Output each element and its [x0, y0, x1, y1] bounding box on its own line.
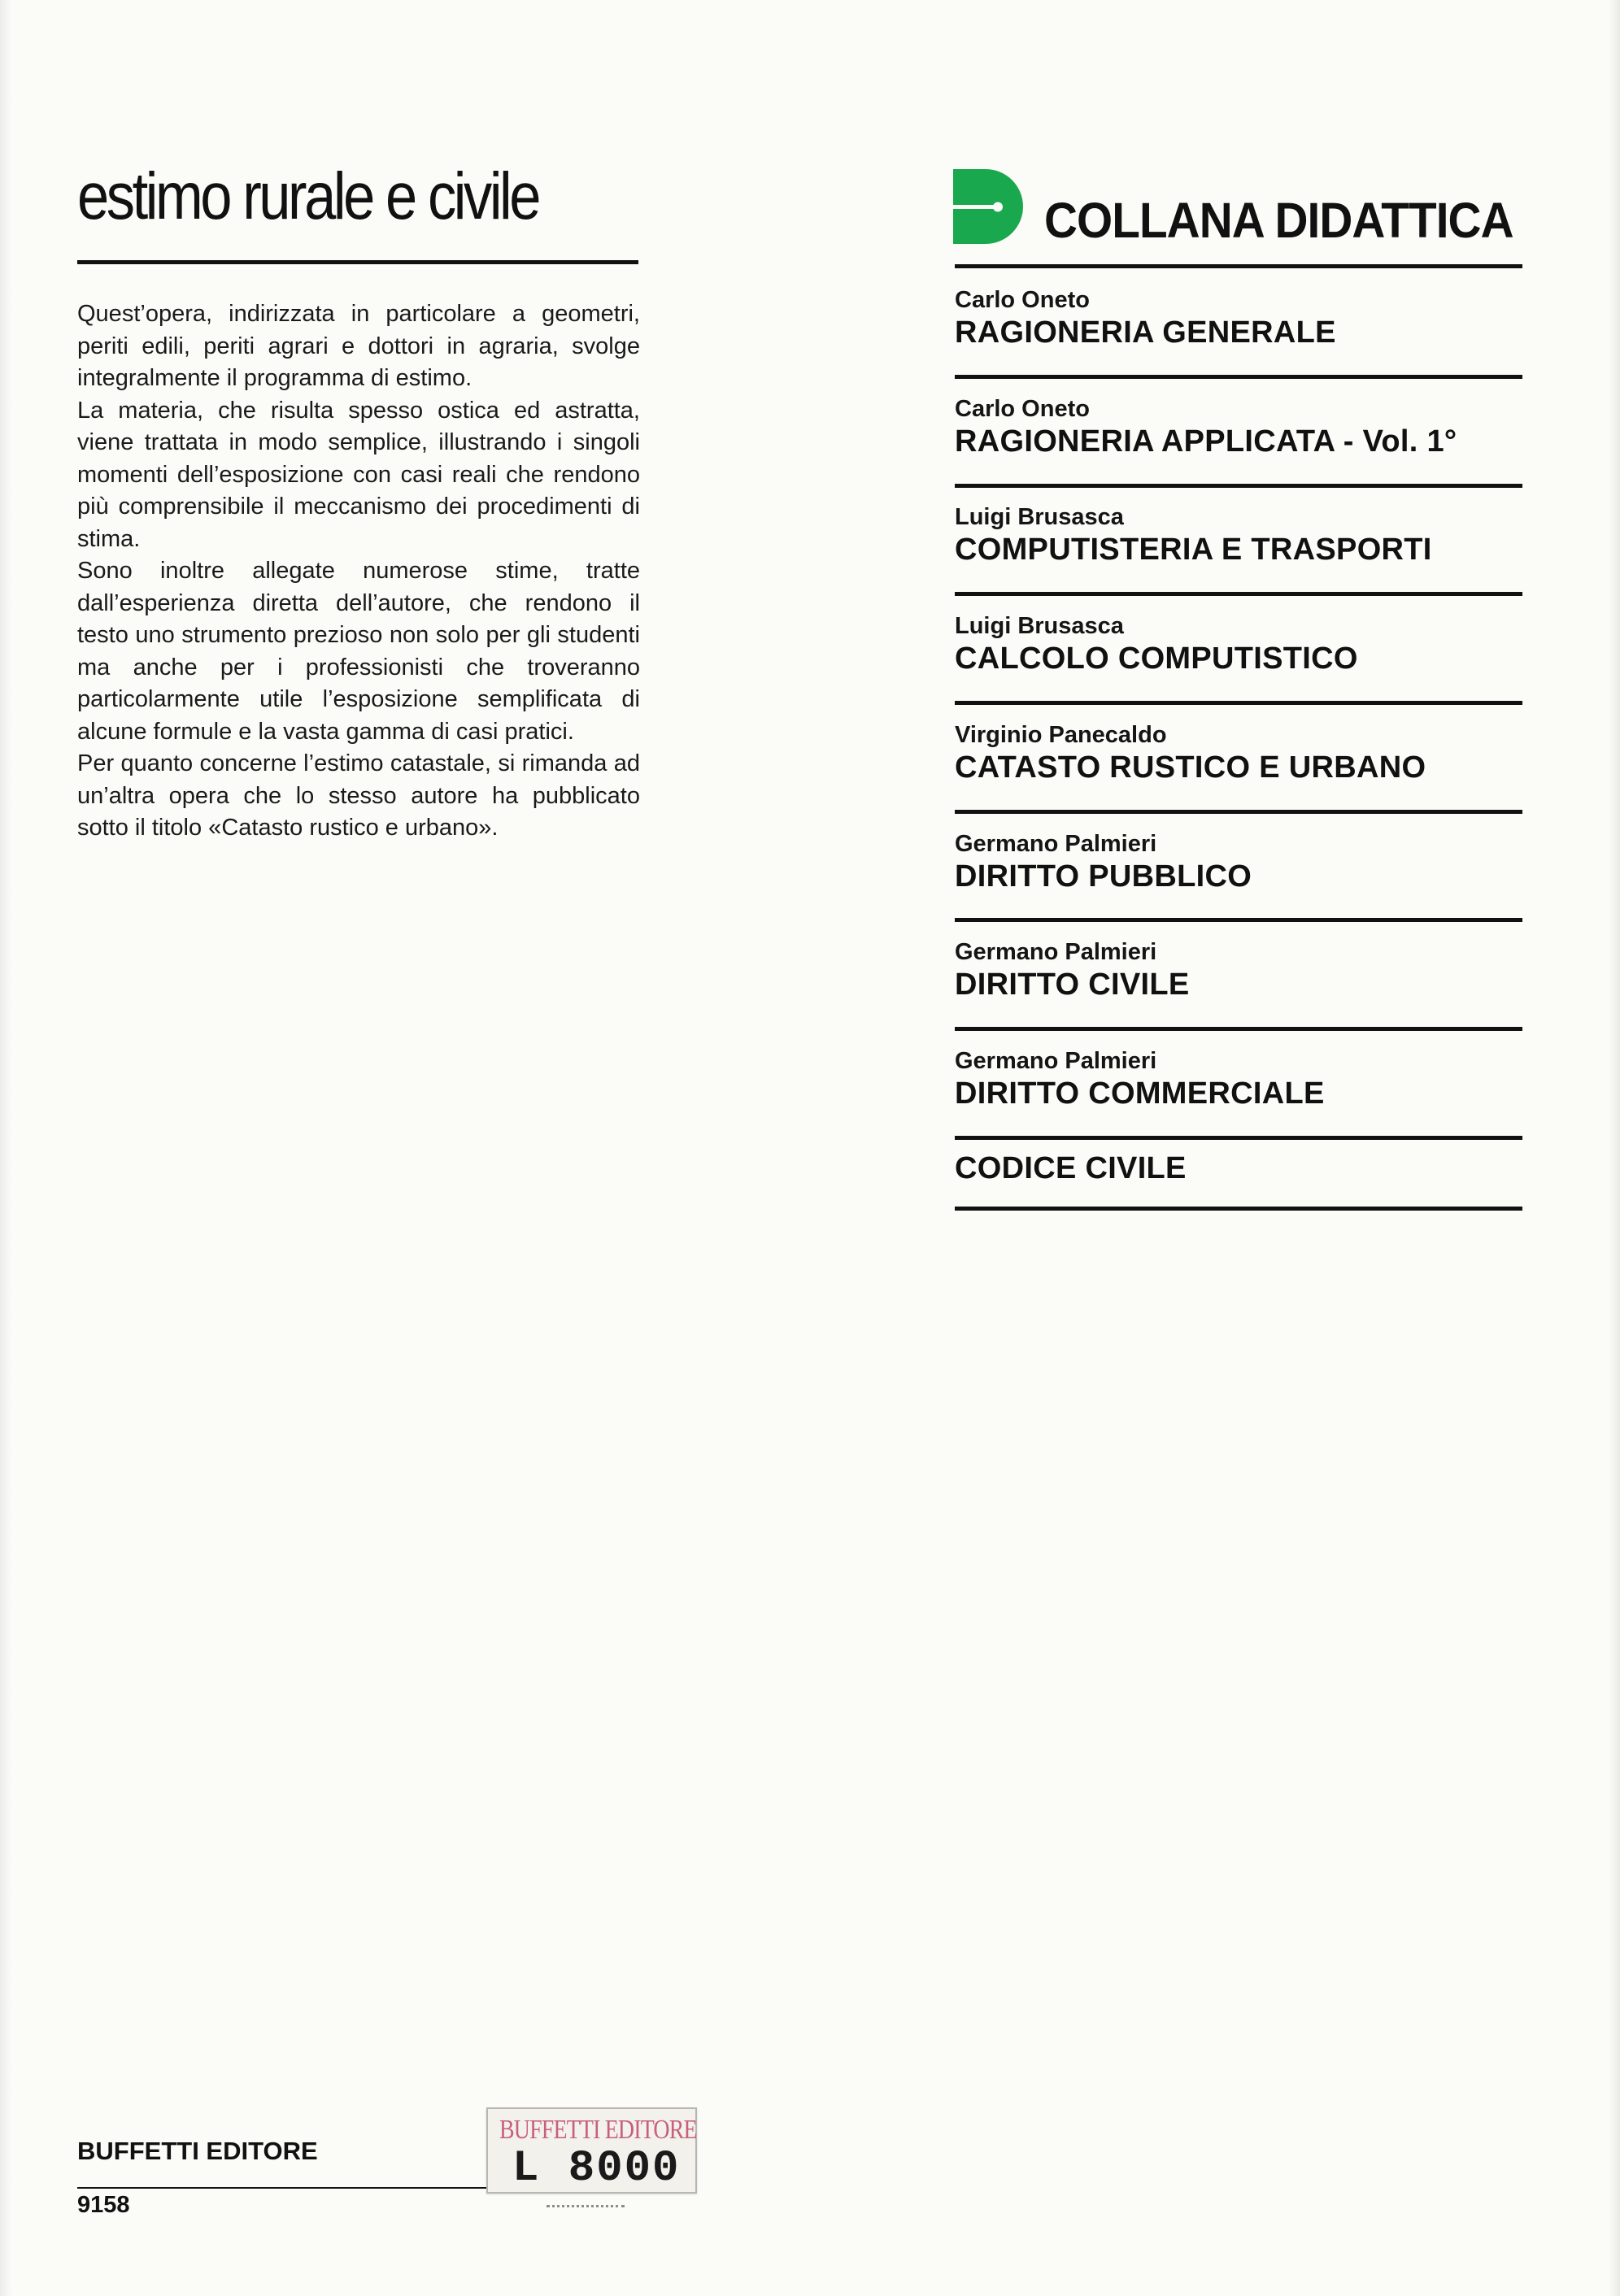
price-sticker	[486, 2107, 697, 2194]
book-name: RAGIONERIA GENERALE	[955, 315, 1336, 350]
sticker-residue	[547, 2198, 625, 2207]
description-paragraph: La materia, che risulta spesso ostica ed astratta, viene trattata in modo semplice, illustrando i singoli momenti dell’esposizione con casi reali che rendono più comprensibile il meccanismo dei procedimenti di stima.	[77, 397, 640, 552]
book-name: DIRITTO PUBBLICO	[955, 859, 1252, 894]
description-paragraph: Per quanto concerne l’estimo catastale, si rimanda ad un’altra opera che lo stesso autore ha pubblicato sotto il titolo «Catasto rustico e urbano».	[77, 750, 640, 841]
collana-logo-icon	[953, 169, 1030, 244]
book-author: Germano Palmieri	[955, 1048, 1157, 1074]
series-book-item	[955, 721, 1540, 786]
book-author: Carlo Oneto	[955, 396, 1090, 422]
sticker-price: L 8000	[512, 2144, 681, 2194]
catalog-code: 9158	[77, 2192, 130, 2218]
series-divider	[955, 592, 1522, 596]
series-divider	[955, 701, 1522, 705]
description-paragraph: Sono inoltre allegate numerose stime, tratte dall’esperienza diretta dell’autore, che rendono il testo uno strumento prezioso non solo per gli studenti ma anche per i professionisti che troveranno particolarmente utile l’esposizione semplificata di alcune formule e la vasta gamma di casi pratici.	[77, 558, 640, 745]
series-book-item	[955, 1047, 1540, 1112]
series-title: COLLANA DIDATTICA	[1044, 193, 1513, 248]
description-paragraph: Quest’opera, indirizzata in particolare a geometri, periti edili, periti agrari e dottori in agraria, svolge integralmente il programma di estimo.	[77, 301, 640, 391]
book-author: Germano Palmieri	[955, 939, 1157, 965]
series-book-item	[955, 1150, 1540, 1187]
title-divider	[77, 260, 638, 264]
book-author: Germano Palmieri	[955, 831, 1157, 857]
book-author: Virginio Panecaldo	[955, 722, 1167, 748]
series-divider	[955, 264, 1522, 268]
book-description	[77, 298, 640, 845]
book-name: CATASTO RUSTICO E URBANO	[955, 750, 1426, 785]
book-author: Carlo Oneto	[955, 287, 1090, 313]
series-book-item	[955, 612, 1540, 677]
book-author: Luigi Brusasca	[955, 613, 1124, 639]
book-name: DIRITTO CIVILE	[955, 968, 1190, 1002]
series-divider	[955, 484, 1522, 488]
book-name: CODICE CIVILE	[955, 1151, 1187, 1185]
series-divider	[955, 1136, 1522, 1140]
book-author: Luigi Brusasca	[955, 504, 1124, 530]
book-name: CALCOLO COMPUTISTICO	[955, 641, 1358, 676]
series-divider	[955, 1207, 1522, 1211]
series-divider	[955, 1027, 1522, 1031]
book-title: estimo rurale e civile	[77, 159, 539, 233]
book-name: RAGIONERIA APPLICATA - Vol. 1°	[955, 424, 1457, 459]
book-name: COMPUTISTERIA E TRASPORTI	[955, 533, 1432, 567]
series-divider	[955, 918, 1522, 922]
series-book-item	[955, 503, 1540, 568]
series-divider	[955, 375, 1522, 379]
book-name: DIRITTO COMMERCIALE	[955, 1076, 1325, 1111]
series-book-item	[955, 938, 1540, 1003]
publisher-name: BUFFETTI EDITORE	[77, 2137, 318, 2165]
series-divider	[955, 810, 1522, 814]
series-book-item	[955, 286, 1540, 351]
series-book-item	[955, 395, 1540, 460]
sticker-publisher: BUFFETTI EDITORE	[499, 2115, 697, 2145]
series-book-item	[955, 830, 1540, 895]
footer-divider	[77, 2187, 500, 2189]
